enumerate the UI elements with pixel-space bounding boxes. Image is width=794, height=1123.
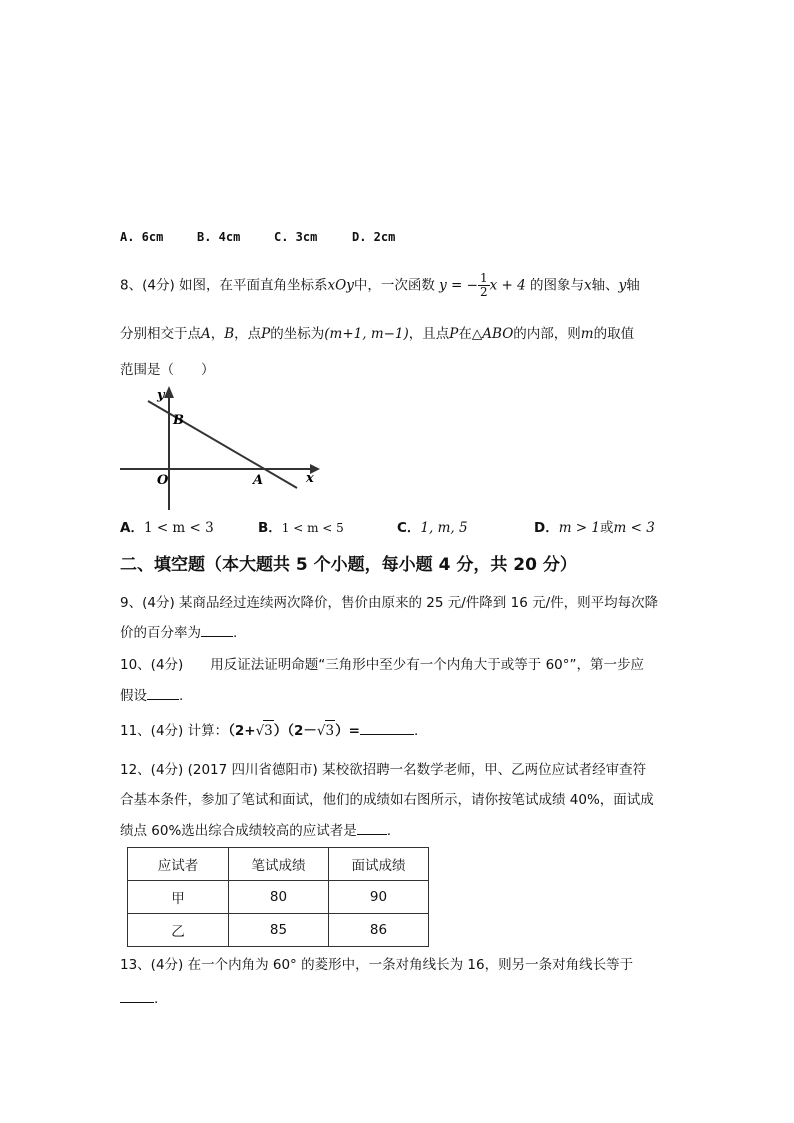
q8-line2-d: ，且点 <box>408 326 450 342</box>
option-text-a: m > 1 <box>558 520 601 536</box>
q11-sqrt-2: 3 <box>325 720 336 741</box>
option-letter: D． <box>534 520 559 536</box>
label-b: B <box>173 413 184 428</box>
answer-blank[interactable] <box>120 988 154 1003</box>
option-text: 1, m, 5 <box>420 520 468 536</box>
q7-option-c: C. 3cm <box>274 230 318 244</box>
option-text: 1 < m < 5 <box>281 521 344 535</box>
q9-line1: 9、(4分) 某商品经过连续两次降价，售价由原来的 25 元/件降到 16 元/件，则平均每次降 <box>120 595 659 611</box>
q8-line2-e: 在 <box>458 326 472 342</box>
q8-triangle: △ABO <box>471 326 514 342</box>
table-row <box>128 914 429 947</box>
q9-line2-text: 价的百分率为 <box>120 625 201 641</box>
table-cell: 80 <box>229 881 329 914</box>
answer-blank[interactable] <box>357 820 387 835</box>
q12-line3-text: 绩点 60%选出综合成绩较高的应试者是 <box>120 823 357 839</box>
q8-coords: (m+1, m−1) <box>324 326 409 342</box>
q11-end: . <box>413 723 419 739</box>
q10-end: . <box>179 688 184 704</box>
q8-func-rest: x + 4 <box>489 277 526 294</box>
label-a: A <box>253 473 264 488</box>
function-line <box>148 401 297 488</box>
q8-pt-a: A <box>201 326 211 342</box>
table-header: 面试成绩 <box>329 848 429 881</box>
q12-line1: 12、(4分) (2017 四川省德阳市) 某校欲招聘一名数学老师，甲、乙两位应试者经审查符 <box>120 762 647 778</box>
q7-option-b: B. 4cm <box>197 230 241 244</box>
option-letter: B． <box>258 520 282 536</box>
q8-mid1: 中，一次函数 <box>353 277 435 294</box>
q8-mid2: 的图象与 <box>530 277 585 294</box>
q8-pt-b: B <box>224 326 235 342</box>
q8-line3: 范围是（ ） <box>120 362 215 378</box>
label-o: O <box>157 473 169 488</box>
q8-pt-p: P <box>261 326 271 342</box>
sqrt-symbol-icon: √ <box>255 723 265 739</box>
q11-line <box>120 720 418 741</box>
option-letter: A． <box>120 520 144 536</box>
q11-prefix: 11、(4分) 计算： <box>120 723 229 739</box>
q11-expr-c: ）= <box>335 723 360 739</box>
option-letter: C． <box>397 520 421 536</box>
q8-line2-a: 分别相交于点 <box>120 326 201 342</box>
score-table <box>127 847 429 947</box>
option-text: 1 < m < 3 <box>143 520 214 536</box>
q8-mid3: 轴、 <box>591 277 619 294</box>
y-axis-arrow-icon <box>164 386 174 398</box>
q13-end: . <box>154 991 159 1007</box>
answer-blank[interactable] <box>201 622 233 637</box>
q8-mid4: 轴 <box>626 277 640 294</box>
table-header: 笔试成绩 <box>229 848 329 881</box>
q8-coord-system: xOy <box>327 277 354 294</box>
option-text-b: 或 <box>600 520 614 536</box>
table-cell: 90 <box>329 881 429 914</box>
q8-line1 <box>120 272 640 299</box>
answer-blank[interactable] <box>360 720 414 735</box>
section2-title: 二、填空题（本大题共 5 个小题，每小题 4 分，共 20 分） <box>120 555 577 575</box>
q8-sep: ， <box>210 326 225 342</box>
q11-expr-b: ）（2－ <box>273 723 317 739</box>
q8-frac-num: 1 <box>479 271 488 285</box>
q8-axis-y: y <box>618 277 627 294</box>
q8-prefix: 8、(4分) 如图，在平面直角坐标系 <box>120 277 328 294</box>
q8-option-b <box>258 518 344 538</box>
label-x: x <box>306 471 314 486</box>
q9-line2 <box>120 622 237 643</box>
q8-axis-x: x <box>584 277 592 294</box>
q12-end: . <box>386 823 392 839</box>
q12-line2: 合基本条件，参加了笔试和面试，他们的成绩如右图所示，请你按笔试成绩 40%，面试成 <box>120 792 654 808</box>
q8-option-d <box>534 518 655 538</box>
label-y: y <box>157 388 165 403</box>
q10-line1: 10、(4分) 用反证法证明命题“三角形中至少有一个内角大于或等于 60°”，第一步应 <box>120 657 645 673</box>
sqrt-symbol-icon: √ <box>316 723 326 739</box>
q10-line2 <box>120 685 183 706</box>
q8-var-m: m <box>580 326 594 342</box>
q8-option-c <box>397 518 468 538</box>
q8-line2-b: ，点 <box>234 326 262 342</box>
q7-option-d: D. 2cm <box>352 230 396 244</box>
q9-end: . <box>233 625 238 641</box>
q7-option-a: A. 6cm <box>120 230 164 244</box>
q8-figure <box>110 380 330 515</box>
q8-fraction <box>478 272 490 299</box>
q8-pt-p2: P <box>449 326 459 342</box>
q11-sqrt-1: 3 <box>263 720 274 741</box>
q8-line2 <box>120 324 634 344</box>
option-text-c: m < 3 <box>613 520 655 536</box>
table-header: 应试者 <box>128 848 229 881</box>
q11-expr-a: （2+ <box>228 723 256 739</box>
answer-blank[interactable] <box>147 685 179 700</box>
q8-option-a <box>120 518 214 538</box>
q12-line3 <box>120 820 391 841</box>
table-cell: 85 <box>229 914 329 947</box>
q8-func-y: y = − <box>439 277 478 294</box>
q8-line2-f: 的内部，则 <box>513 326 581 342</box>
table-row <box>128 881 429 914</box>
q10-line2-text: 假设 <box>120 688 147 704</box>
table-header-row <box>128 848 429 881</box>
table-cell: 乙 <box>128 914 229 947</box>
q13-line1: 13、(4分) 在一个内角为 60° 的菱形中，一条对角线长为 16，则另一条对角线长等于 <box>120 957 634 973</box>
table-cell: 甲 <box>128 881 229 914</box>
q8-frac-den: 2 <box>479 285 488 299</box>
table-cell: 86 <box>329 914 429 947</box>
q13-line2 <box>120 988 158 1009</box>
q8-line2-c: 的坐标为 <box>270 326 325 342</box>
q8-line2-g: 的取值 <box>593 326 635 342</box>
